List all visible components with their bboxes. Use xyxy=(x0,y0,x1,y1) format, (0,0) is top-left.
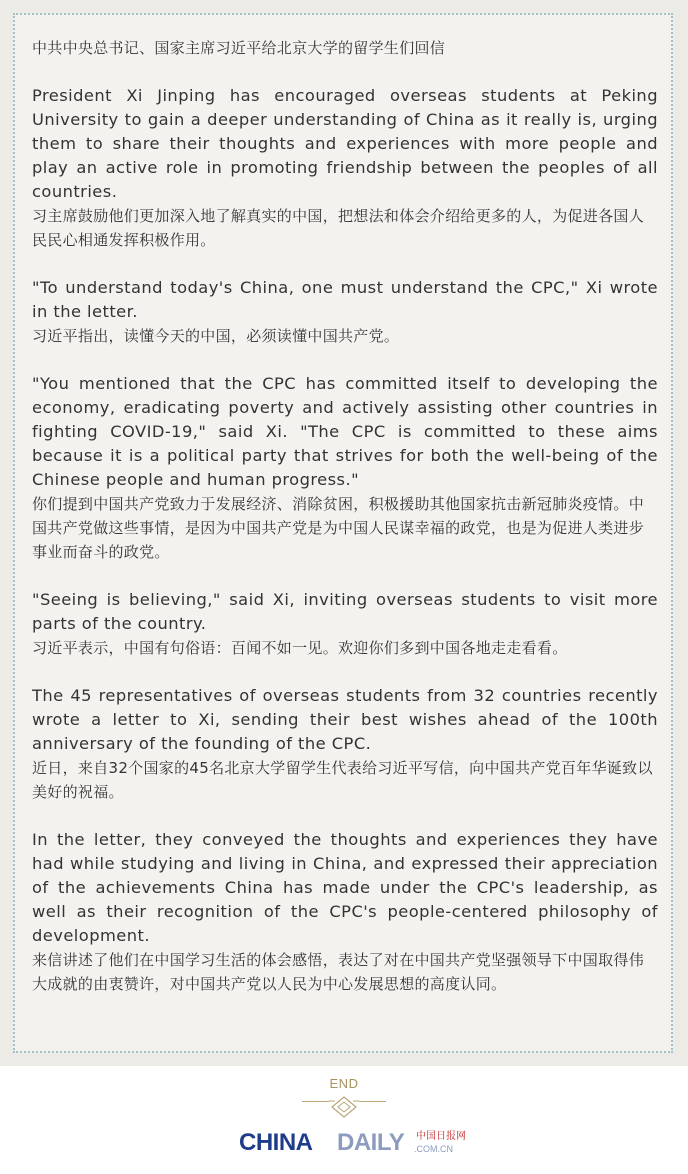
spacer xyxy=(32,564,658,588)
article-title: 中共中央总书记、国家主席习近平给北京大学的留学生们回信 xyxy=(32,39,446,57)
spacer xyxy=(32,660,658,684)
spacer xyxy=(32,348,658,372)
end-ornament-icon xyxy=(329,1094,359,1120)
spacer xyxy=(32,60,658,84)
paragraph-4-en: "Seeing is believing," said Xi, inviting overseas students to visit more parts of the country. xyxy=(32,590,658,633)
paragraph-3-zh: 你们提到中国共产党致力于发展经济、消除贫困，积极援助其他国家抗击新冠肺炎疫情。中国共产党做这些事情，是因为中国共产党是为中国人民谋幸福的政党，也是为促进人类进步事业而奋斗的政党。 xyxy=(32,495,645,561)
spacer xyxy=(32,804,658,828)
paragraph-6-en: In the letter, they conveyed the thoughts and experiences they have had while studying and living in China, and expressed their appreciation of the achievements China has made under the CPC's leadership, as well as their recognition of the CPC's people-centered philosophy of development. xyxy=(32,830,658,945)
paragraph-5-zh: 近日，来自32个国家的45名北京大学留学生代表给习近平写信，向中国共产党百年华诞致以美好的祝福。 xyxy=(32,759,653,801)
paragraph-1-en: President Xi Jinping has encouraged overseas students at Peking University to gain a deeper understanding of China as it really is, urging them to share their thoughts and experiences with more people and play an active role in promoting friendship between the peoples of all countries. xyxy=(32,86,658,201)
paragraph-4-zh: 习近平表示，中国有句俗语：百闻不如一见。欢迎你们多到中国各地走走看看。 xyxy=(32,639,568,657)
end-label: END xyxy=(329,1076,359,1091)
spacer xyxy=(32,252,658,276)
brand-domain: .COM.CN xyxy=(414,1144,453,1154)
article-body xyxy=(32,36,658,996)
article-card xyxy=(13,13,673,1053)
paragraph-6-zh: 来信讲述了他们在中国学习生活的体会感悟，表达了对在中国共产党坚强领导下中国取得伟大成就的由衷赞许，对中国共产党以人民为中心发展思想的高度认同。 xyxy=(32,951,645,993)
paragraph-2-zh: 习近平指出，读懂今天的中国，必须读懂中国共产党。 xyxy=(32,327,400,345)
paragraph-5-en: The 45 representatives of overseas students from 32 countries recently wrote a letter to Xi, sending their best wishes ahead of the 100th anniversary of the founding of the CPC. xyxy=(32,686,658,753)
paragraph-1-zh: 习主席鼓励他们更加深入地了解真实的中国，把想法和体会介绍给更多的人，为促进各国人民民心相通发挥积极作用。 xyxy=(32,207,645,249)
paragraph-2-en: "To understand today's China, one must understand the CPC," Xi wrote in the letter. xyxy=(32,278,658,321)
paragraph-3-en: "You mentioned that the CPC has committed itself to developing the economy, eradicating poverty and actively assisting other countries in fighting COVID-19," said Xi. "The CPC is committed to these aims because it is a political party that strives for both the well-being of the Chinese people and human progress." xyxy=(32,374,658,489)
brand-chinese-name: 中国日报网 xyxy=(416,1131,466,1142)
brand-china-text: CHINA xyxy=(239,1129,313,1156)
footer xyxy=(0,1066,688,1174)
brand-daily-text: DAILY xyxy=(337,1129,405,1156)
